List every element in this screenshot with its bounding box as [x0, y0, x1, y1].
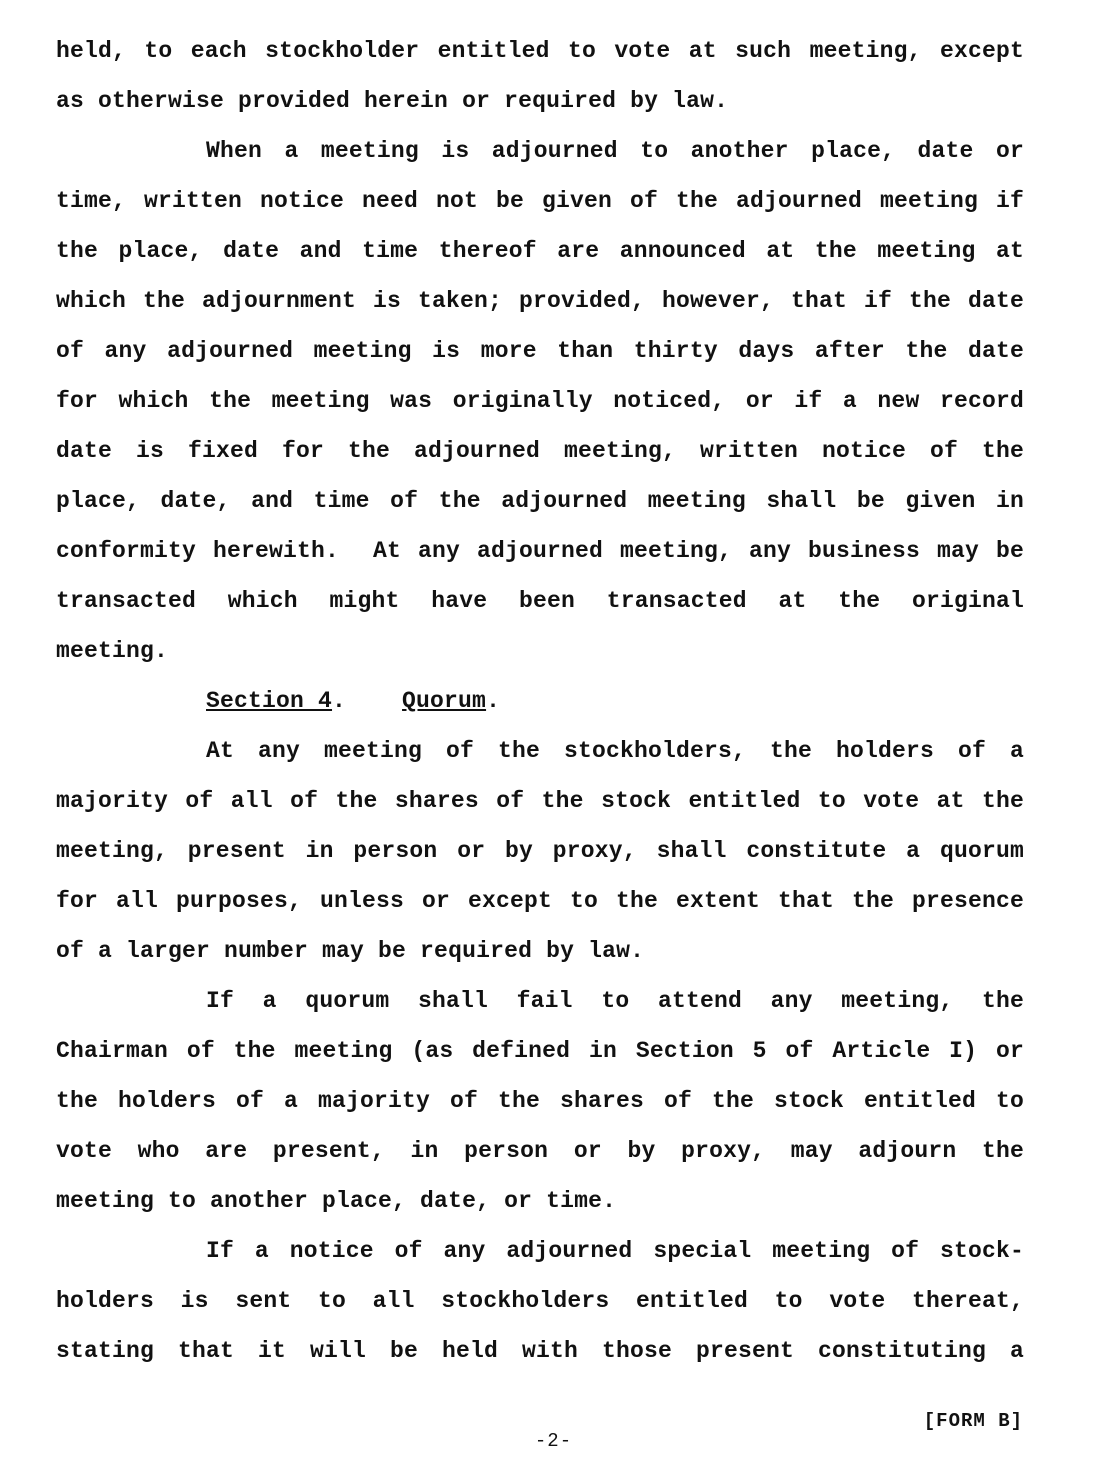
- text-line: When a meeting is adjourned to another place, date or: [206, 138, 1024, 164]
- text-line: vote who are present, in person or by proxy, may adjourn the: [56, 1138, 1024, 1164]
- form-label: [FORM B]: [923, 1410, 1023, 1432]
- text-line: of a larger number may be required by law.: [56, 938, 645, 964]
- text-line: conformity herewith. At any adjourned meeting, any business may be: [56, 538, 1024, 564]
- text-line: stating that it will be held with those present constituting a: [56, 1338, 1024, 1364]
- text-line: for which the meeting was originally noticed, or if a new record: [56, 388, 1024, 414]
- text-line: meeting, present in person or by proxy, shall constitute a quorum: [56, 838, 1024, 864]
- text-line: majority of all of the shares of the stock entitled to vote at the: [56, 788, 1024, 814]
- section-number: Section 4: [206, 688, 333, 714]
- text-line: time, written notice need not be given of the adjourned meeting if: [56, 188, 1024, 214]
- text-line: place, date, and time of the adjourned meeting shall be given in: [56, 488, 1024, 514]
- text-line: which the adjournment is taken; provided, however, that if the date: [56, 288, 1024, 314]
- text-line: held, to each stockholder entitled to vote at such meeting, except: [56, 38, 1024, 64]
- text-line: as otherwise provided herein or required by law.: [56, 88, 729, 114]
- document-body: [56, 36, 1024, 1386]
- text-line: meeting.: [56, 638, 169, 664]
- text-line: If a notice of any adjourned special meeting of stock-: [206, 1238, 1024, 1264]
- text-line: of any adjourned meeting is more than thirty days after the date: [56, 338, 1024, 364]
- text-line: holders is sent to all stockholders entitled to vote thereat,: [56, 1288, 1024, 1314]
- text-line: date is fixed for the adjourned meeting, written notice of the: [56, 438, 1024, 464]
- text-line: for all purposes, unless or except to the extent that the presence: [56, 888, 1024, 914]
- text-line: the holders of a majority of the shares of the stock entitled to: [56, 1088, 1024, 1114]
- text-line: meeting to another place, date, or time.: [56, 1188, 617, 1214]
- text-line: the place, date and time thereof are announced at the meeting at: [56, 238, 1024, 264]
- text-line: Chairman of the meeting (as defined in Section 5 of Article I) or: [56, 1038, 1024, 1064]
- text-line: transacted which might have been transacted at the original: [56, 588, 1024, 614]
- section-title: Quorum: [402, 688, 487, 714]
- section-heading: Section 4. Quorum.: [206, 688, 501, 714]
- text-line: At any meeting of the stockholders, the holders of a: [206, 738, 1024, 764]
- text-line: If a quorum shall fail to attend any meeting, the: [206, 988, 1024, 1014]
- page-number: -2-: [534, 1430, 573, 1452]
